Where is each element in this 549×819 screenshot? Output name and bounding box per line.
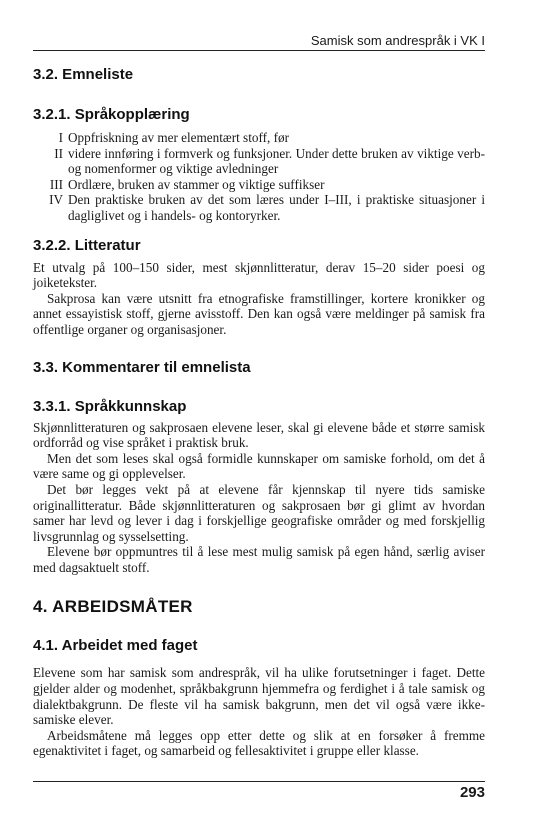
heading-4-1: 4.1. Arbeidet med faget — [33, 637, 198, 655]
list-item-number: II — [54, 145, 63, 161]
list-item — [33, 192, 485, 223]
list-item-number: III — [49, 176, 63, 192]
list-item-text: videre innføring i formverk og funksjoner. Under dette bruken av viktige verb- og nomenformer og viktige avledninger — [68, 145, 485, 177]
footer-rule — [33, 781, 485, 782]
heading-3-2-1: 3.2.1. Språkopplæring — [33, 106, 190, 123]
topic-list — [33, 130, 485, 224]
paragraph: Elevene som har samisk som andrespråk, vil ha ulike forutsetninger i faget. Dette gjelder alder og modenhet, språkbakgrunn hjemmefra og ferdighet i å tale samisk og dialektbakgrunn. De fleste vil ha samisk bakgrunn, men det vil også være ikke-samiske elever. — [33, 665, 485, 728]
paragraph: Elevene bør oppmuntres til å lese mest mulig samisk på egen hånd, særlig aviser med dagsaktuelt stoff. — [33, 544, 485, 575]
list-item-text: Oppfriskning av mer elementært stoff, før — [68, 130, 289, 145]
paragraph: Sakprosa kan være utsnitt fra etnografiske framstillinger, kortere kronikker og annet essayistisk stoff, gjerne avisstoff. Den kan også være meldinger på samisk fra offentlige organer og organisasjoner. — [33, 290, 485, 337]
list-item-number: I — [58, 130, 63, 145]
page-number: 293 — [459, 784, 485, 801]
list-item — [33, 177, 485, 193]
paragraph: Arbeidsmåtene må legges opp etter dette og slik at en forsøker å fremme egenaktivitet i faget, og samarbeid og fellesaktivitet i gruppe eller klasse. — [33, 727, 485, 759]
page-content — [33, 62, 485, 759]
list-item-number: IV — [49, 192, 63, 208]
paragraph: Det bør legges vekt på at elevene får kjennskap til nyere tids samiske originallitteratur. Både skjønnlitteraturen og sakprosaen bør gi glimt av hvordan samer har levd og lever i dag i forskjellige geografiske områder og med forskjellig livsgrunnlag og sysselsetting. — [33, 481, 485, 544]
heading-4: 4. ARBEIDSMÅTER — [33, 597, 193, 617]
heading-3-3-1: 3.3.1. Språkkunnskap — [33, 397, 187, 415]
heading-3-2: 3.2. Emneliste — [33, 66, 134, 83]
list-item — [33, 146, 485, 177]
running-head: Samisk som andrespråk i VK I — [310, 33, 485, 48]
list-item — [33, 130, 485, 146]
heading-3-3: 3.3. Kommentarer til emnelista — [33, 358, 251, 376]
list-item-text: Ordlære, bruken av stammer og viktige suffikser — [68, 176, 325, 192]
paragraph: Skjønnlitteraturen og sakprosaen elevene leser, skal gi elevene både et større samisk ordforråd og vise språket i praktisk bruk. — [33, 419, 485, 451]
heading-3-2-2: 3.2.2. Litteratur — [33, 236, 141, 254]
list-item-text: Den praktiske bruken av det som læres under I–III, i praktiske situasjoner i dagliglivet og i handels- og kontoryrker. — [68, 192, 485, 223]
paragraph: Et utvalg på 100–150 sider, mest skjønnlitteratur, derav 15–20 sider poesi og joiketekster. — [33, 259, 485, 291]
paragraph: Men det som leses skal også formidle kunnskaper om samiske forhold, om det å være same og gi opplevelser. — [33, 450, 485, 482]
header-rule — [33, 50, 485, 51]
